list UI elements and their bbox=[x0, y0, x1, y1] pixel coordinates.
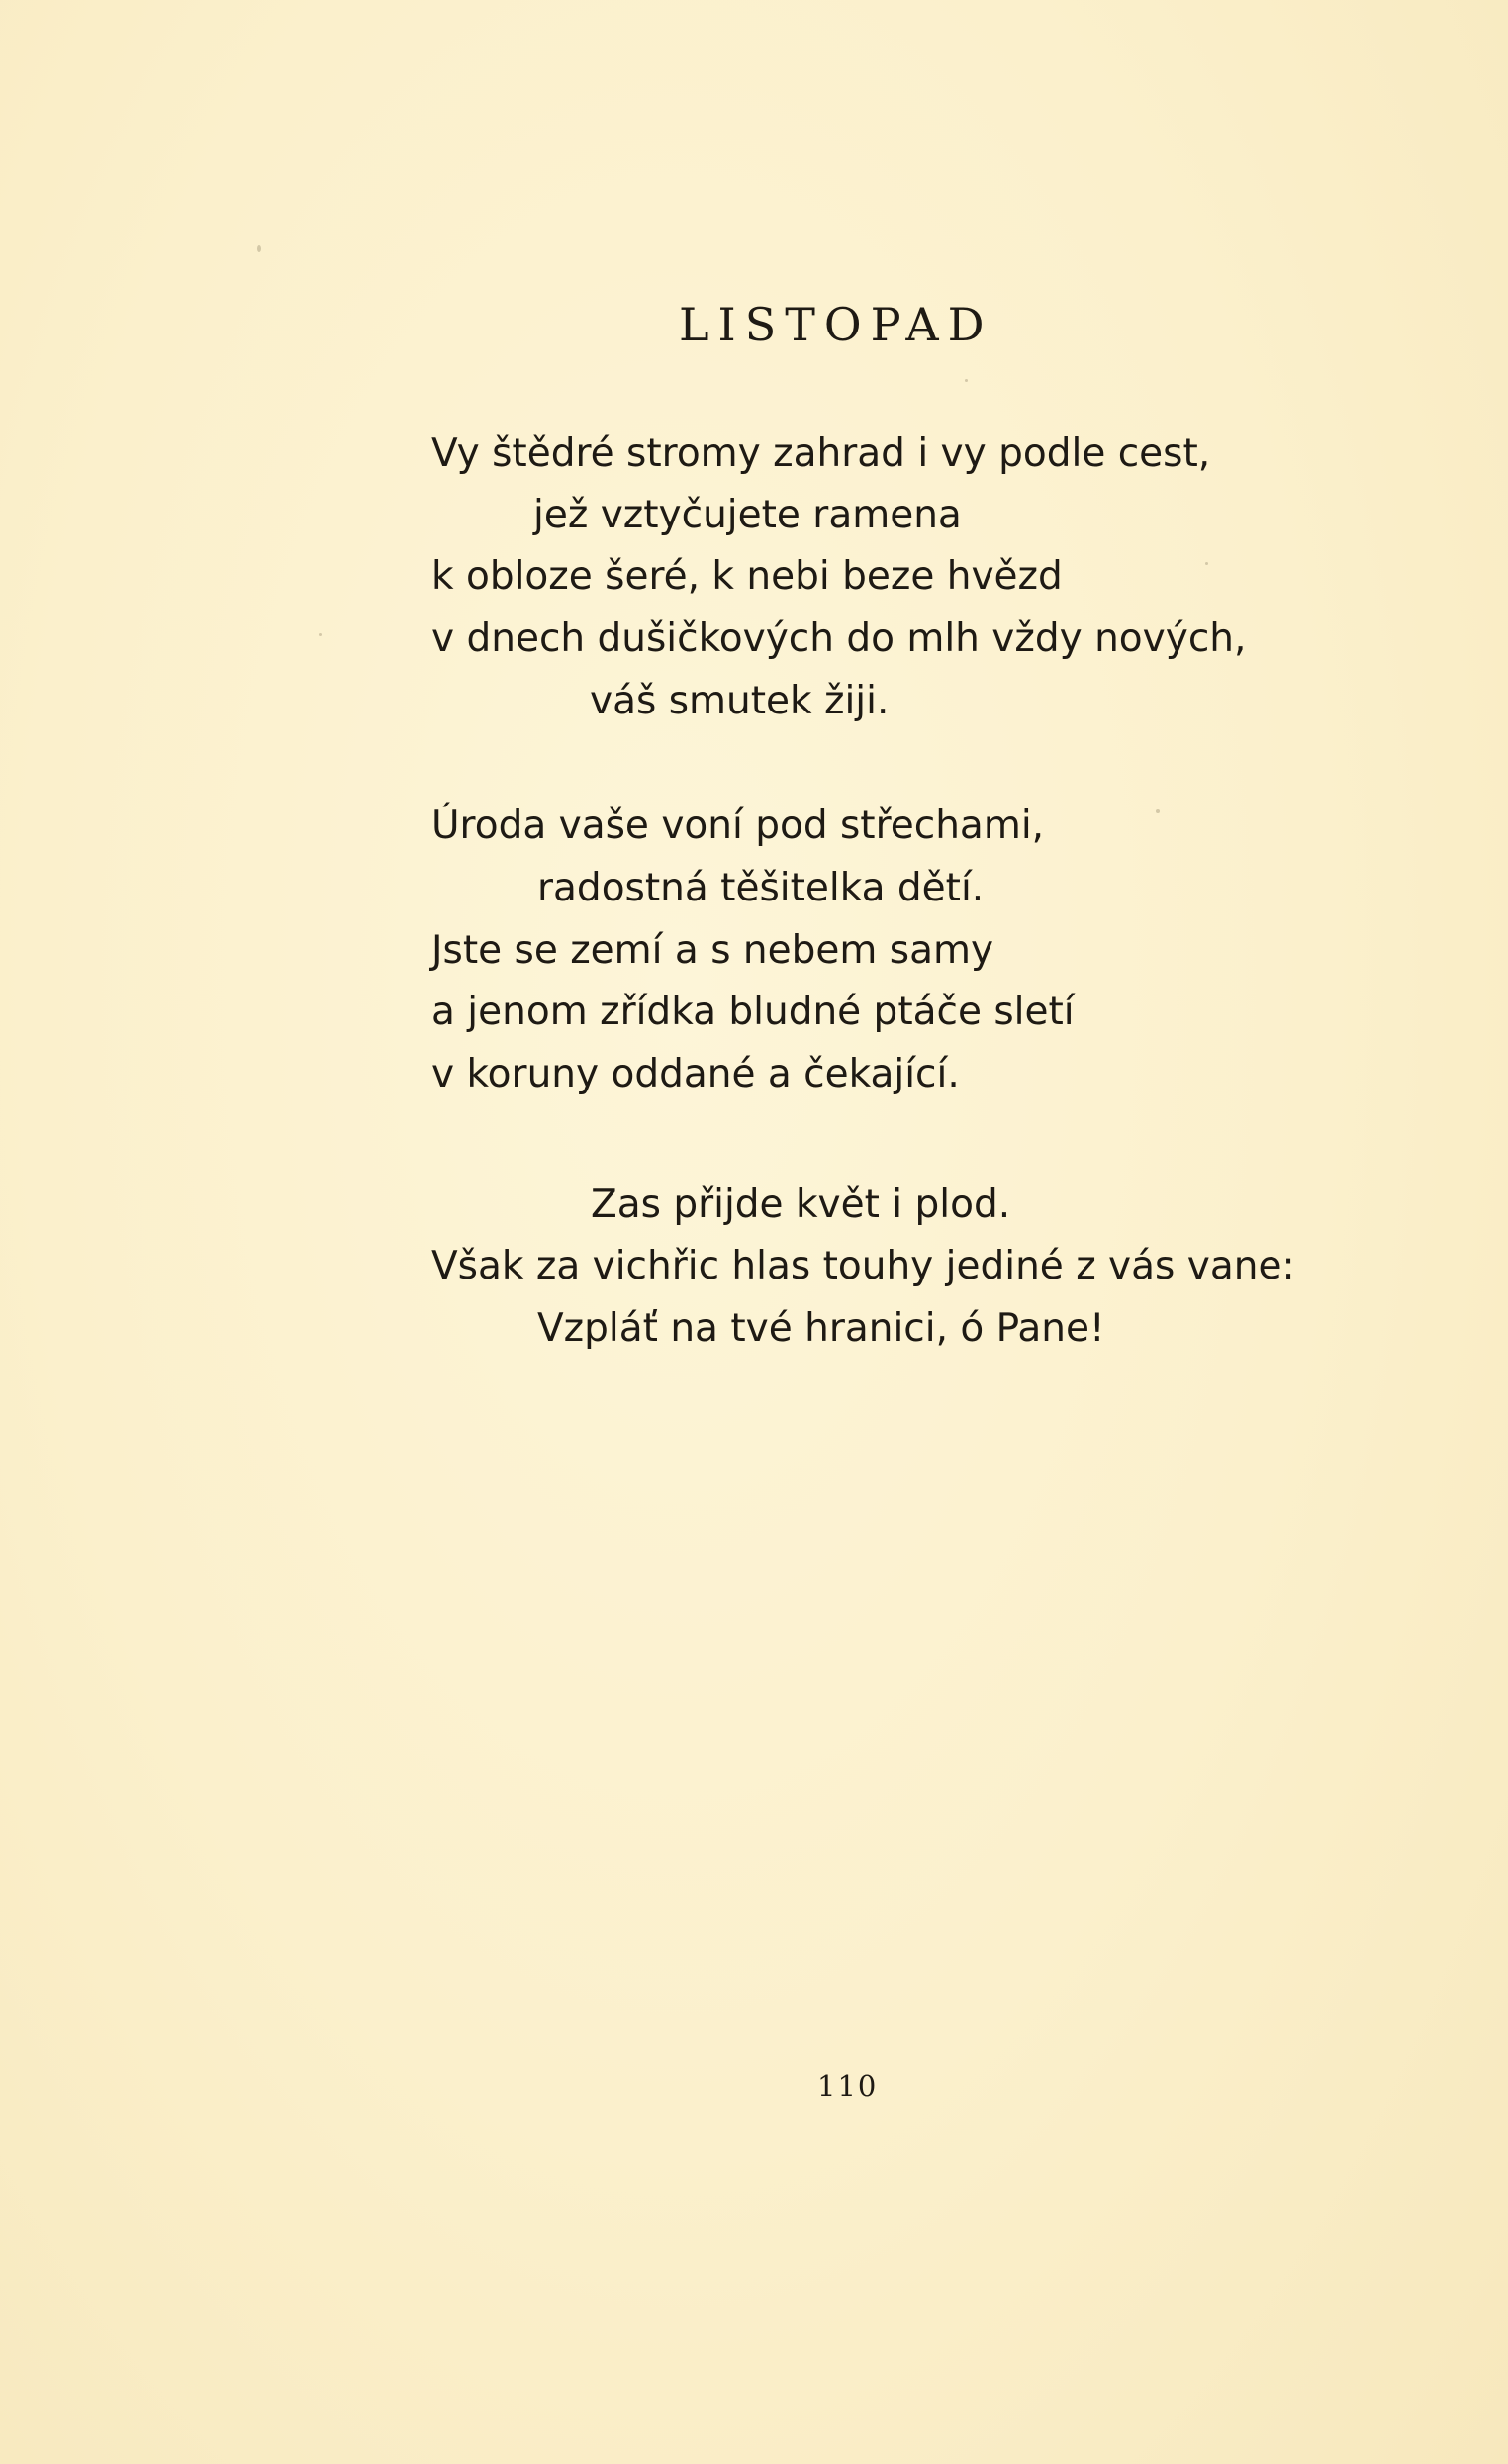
poem-line: Však za vichřic hlas touhy jediné z vás vane: bbox=[431, 1244, 1295, 1288]
poem-line: jež vztyčujete ramena bbox=[533, 493, 962, 537]
poem-line: a jenom zřídka bludné ptáče sletí bbox=[431, 990, 1075, 1034]
poem-line: radostná těšitelka dětí. bbox=[537, 866, 985, 910]
poem-line: Jste se zemí a s nebem samy bbox=[431, 928, 994, 973]
poem-line: Zas přijde květ i plod. bbox=[591, 1183, 1011, 1227]
poem-line: Úroda vaše voní pod střechami, bbox=[431, 804, 1045, 848]
poem-line: v dnech dušičkových do mlh vždy nových, bbox=[431, 616, 1247, 661]
paper-speck bbox=[965, 379, 968, 382]
paper-speck bbox=[1156, 809, 1160, 813]
poem-line: k obloze šeré, k nebi beze hvězd bbox=[431, 554, 1063, 599]
poem-title: LISTOPAD bbox=[679, 298, 993, 351]
poem-line: v koruny oddané a čekající. bbox=[431, 1052, 960, 1096]
paper-speck bbox=[1205, 562, 1208, 565]
page-number: 110 bbox=[817, 2069, 879, 2103]
poem-line: váš smutek žiji. bbox=[590, 679, 890, 723]
paper-speck bbox=[257, 245, 261, 252]
poem-line: Vy štědré stromy zahrad i vy podle cest, bbox=[431, 431, 1211, 476]
paper-speck bbox=[319, 633, 322, 636]
poem-line: Vzpláť na tvé hranici, ó Pane! bbox=[537, 1306, 1105, 1351]
